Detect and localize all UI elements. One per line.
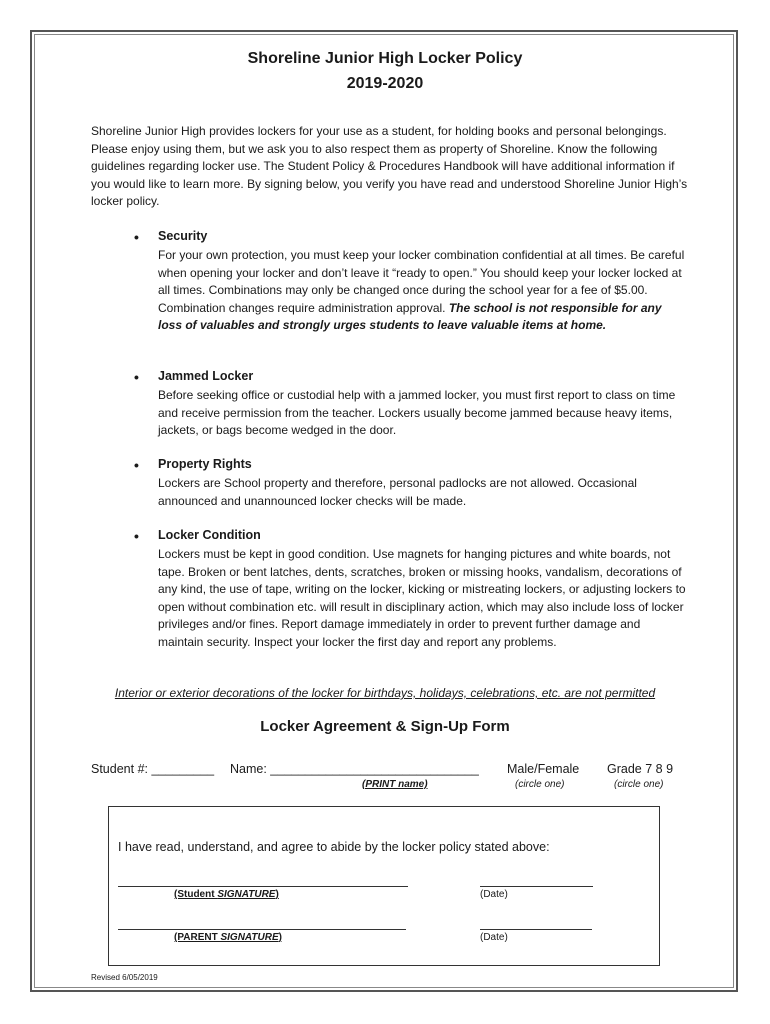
- security-text: For your own protection, you must keep your locker combination confidential at all times. Be careful when opening your locker and don’t leave it “ready to open.” You should keep your locker locked at all times. Combinations may only be changed once during the school year for a fee of $5.00. Combination changes require administration approval.: [158, 248, 685, 315]
- security-emphasis: The school is not responsible for any loss of valuables and strongly urges students to leave valuable items at home.: [158, 300, 662, 332]
- revised-date: Revised 6/05/2019: [91, 973, 158, 982]
- school-year: 2019-2020: [346, 75, 424, 92]
- page-title: Shoreline Junior High Locker Policy: [247, 50, 523, 67]
- parent-date-label: (Date): [480, 932, 508, 943]
- agreement-statement: I have read, understand, and agree to abide by the locker policy stated above:: [118, 840, 550, 854]
- section-body-jammed-locker: Before seeking office or custodial help with a jammed locker, you must first report to class on time and receive permission from the teacher. Lockers usually become jammed because heavy items, jackets, or bags become wedged in the door.: [158, 388, 676, 437]
- student-number-field[interactable]: Student #: _________: [91, 762, 215, 776]
- section-body-security: [158, 247, 688, 335]
- section-title-security: Security: [158, 229, 208, 243]
- section-title-property-rights: Property Rights: [158, 457, 252, 471]
- parent-date-line[interactable]: [480, 929, 592, 930]
- student-signature-line[interactable]: [118, 886, 408, 887]
- decorations-notice: Interior or exterior decorations of the locker for birthdays, holidays, celebrations, etc. are not permitted: [114, 686, 656, 700]
- grade-hint: (circle one): [614, 779, 664, 790]
- section-body-locker-condition: Lockers must be kept in good condition. Use magnets for hanging pictures and white boards, not tape. Broken or bent latches, dents, scratches, broken or missing hooks, vandalism, decorations of any kind, the use of tape, writing on the locker, kicking or mistreating lockers, or adjusting lockers to open without combination etc. will result in disciplinary action, which may also include loss of locker privileges and/or fines. Report damage immediately in order to prevent further damage and maintain security. Inspect your locker the first day and report any problems.: [158, 547, 686, 649]
- bullet-icon: •: [134, 369, 139, 385]
- name-field[interactable]: Name: ______________________________: [230, 762, 479, 776]
- print-name-caption: (PRINT name): [362, 779, 428, 790]
- student-date-label: (Date): [480, 889, 508, 900]
- bullet-icon: •: [134, 229, 139, 245]
- bullet-icon: •: [134, 457, 139, 473]
- gender-option[interactable]: Male/Female: [507, 762, 580, 776]
- student-signature-label: (Student SIGNATURE): [174, 889, 279, 900]
- section-title-jammed-locker: Jammed Locker: [158, 369, 254, 383]
- student-date-line[interactable]: [480, 886, 593, 887]
- bullet-icon: •: [134, 528, 139, 544]
- intro-paragraph: Shoreline Junior High provides lockers for your use as a student, for holding books and personal belongings. Please enjoy using them, but we ask you to also respect them as property of Shoreline. Know the following guidelines regarding locker use. The Student Policy & Procedures Handbook will have additional information if you would like to learn more. By signing below, you verify you have read and understood Shoreline Junior High’s locker policy.: [91, 124, 688, 208]
- section-title-locker-condition: Locker Condition: [158, 528, 261, 542]
- gender-hint: (circle one): [515, 779, 565, 790]
- section-body-property-rights: Lockers are School property and therefore, personal padlocks are not allowed. Occasional announced and unannounced locker checks will be made.: [158, 476, 637, 508]
- grade-option[interactable]: Grade 7 8 9: [607, 762, 674, 776]
- parent-signature-label: (PARENT SIGNATURE): [174, 932, 282, 943]
- parent-signature-line[interactable]: [118, 929, 406, 930]
- form-title: Locker Agreement & Sign-Up Form: [260, 718, 510, 735]
